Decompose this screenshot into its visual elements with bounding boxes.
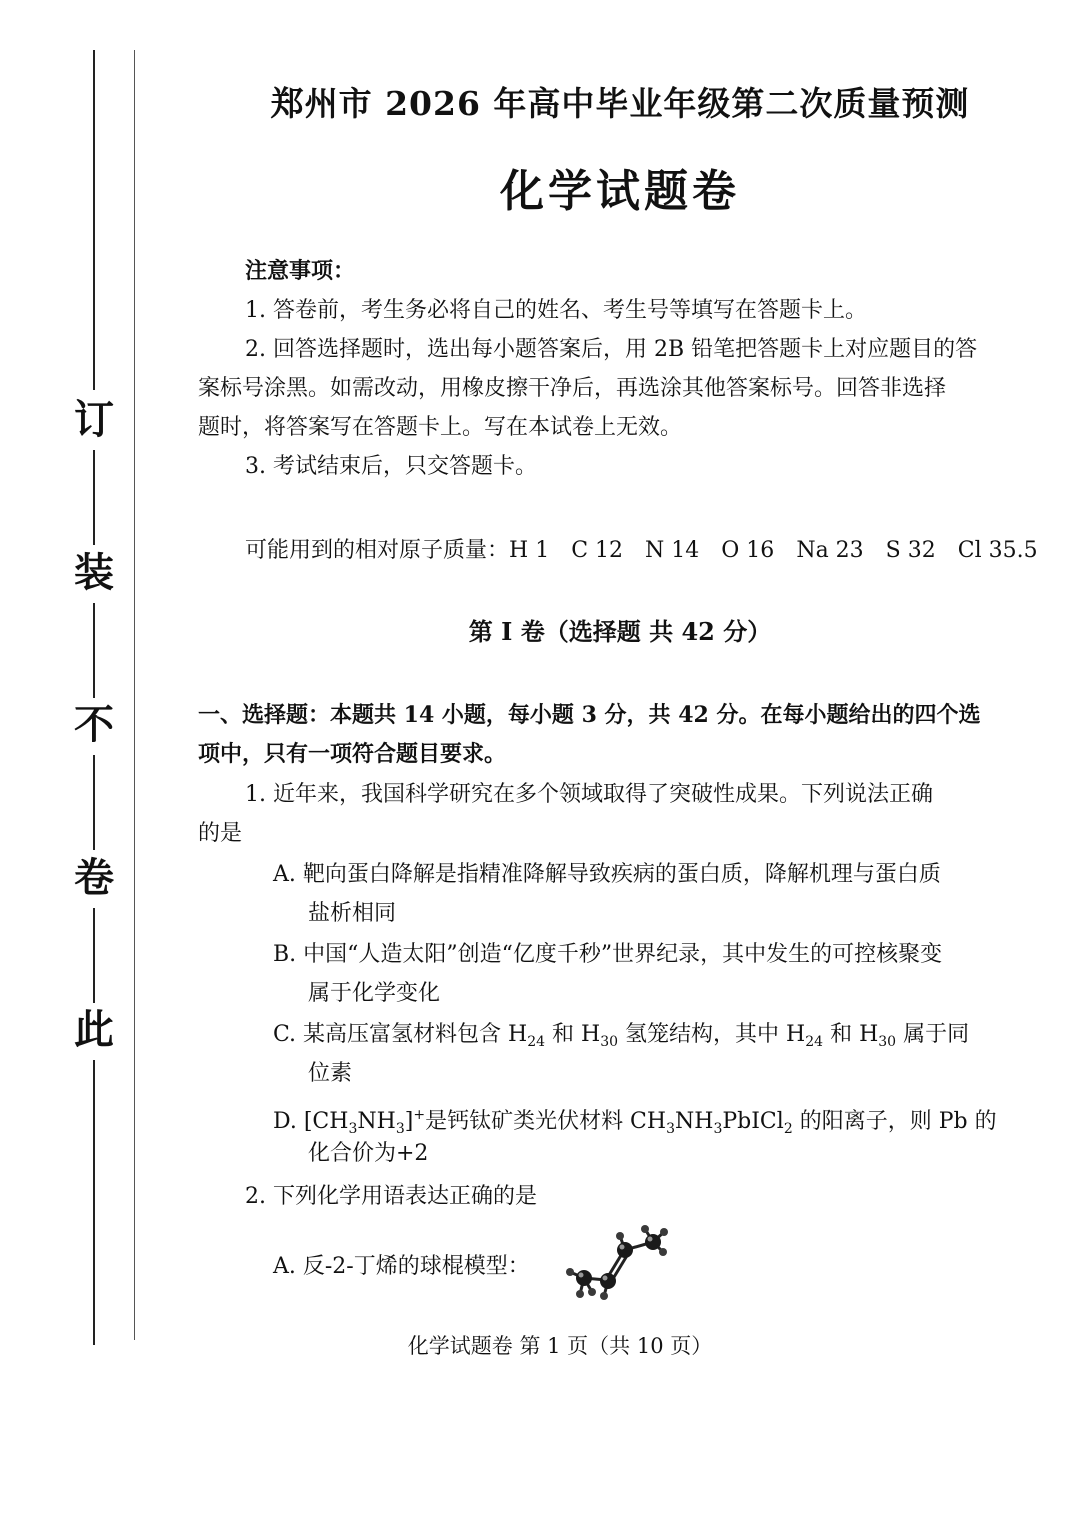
section-intro-line-1: 一、选择题：本题共 14 小题，每小题 3 分，共 42 分。在每小题给出的四个选 [198,702,981,728]
q1-stem-line-1: 1. 近年来，我国科学研究在多个领域取得了突破性成果。下列说法正确 [245,782,933,807]
binding-rule [93,755,95,850]
binding-rule [93,450,95,545]
text: NH [675,1109,714,1134]
text: C. 某高压富氢材料包含 H [273,1022,528,1047]
text: 是钙钛矿类光伏材料 CH [425,1109,667,1134]
q2-stem: 2. 下列化学用语表达正确的是 [245,1184,537,1209]
subscript: 3 [395,1121,405,1137]
q1-option-a-line-1: A. 靶向蛋白降解是指精准降解导致疾病的蛋白质，降解机理与蛋白质 [273,862,941,887]
exam-title: 郑州市 2026 年高中毕业年级第二次质量预测 [270,84,970,123]
text: PbICl [722,1109,784,1134]
highlight [603,1276,608,1281]
hydrogen-atom [641,1225,649,1233]
text: 和 H [545,1022,601,1047]
q1-option-b-line-2: 属于化学变化 [308,981,441,1006]
subscript: 24 [527,1034,546,1050]
binding-edge-line [134,50,135,1340]
binding-rule [93,603,95,698]
hydrogen-atom [660,1228,668,1236]
binding-char: 不 [74,701,114,748]
carbon-atom [576,1270,592,1286]
superscript: + [413,1107,426,1123]
subscript: 3 [348,1121,358,1137]
highlight [620,1245,625,1250]
section-title: 第 I 卷（选择题 共 42 分） [468,617,772,646]
q2-option-a-label: A. 反-2-丁烯的球棍模型： [273,1254,530,1279]
atomic-mass-value: C 12 [571,538,624,563]
text: ] [404,1109,414,1134]
subscript: 2 [783,1121,793,1137]
atomic-mass-line [245,536,1038,566]
page-footer: 化学试题卷 第 1 页（共 10 页） [407,1334,713,1358]
exam-subtitle: 化学试题卷 [500,166,740,217]
atomic-mass-value: S 32 [885,538,936,563]
atomic-mass-value: Cl 35.5 [957,538,1038,563]
text: 属于同 [896,1022,970,1047]
text: D. [CH [273,1109,349,1134]
hydrogen-atom [566,1268,574,1276]
highlight [648,1237,653,1242]
q1-option-c-line-2: 位素 [308,1061,353,1086]
hydrogen-atom [659,1248,667,1256]
hydrogen-atom [588,1288,596,1296]
carbon-atom [617,1242,633,1258]
q1-option-d-line-1 [273,1100,997,1144]
section-intro-line-2: 项中，只有一项符合题目要求。 [198,741,507,767]
binding-char: 卷 [74,854,114,901]
text: 的阳离子，则 Pb 的 [792,1109,997,1134]
atomic-mass-value: Na 23 [796,538,864,563]
text: NH [357,1109,396,1134]
binding-rule [93,1060,95,1345]
q1-stem-line-2: 的是 [198,821,243,846]
atomic-mass-value: H 1 [509,538,550,563]
binding-char: 此 [74,1006,114,1053]
binding-rule [93,50,95,390]
carbon-atom [600,1273,616,1289]
q1-option-a-line-2: 盐析相同 [308,901,397,926]
q1-option-c-line-1 [273,1020,969,1057]
ball-stick-model-figure [560,1222,675,1307]
hydrogen-atom [576,1290,584,1298]
hydrogen-atom [616,1232,624,1240]
highlight [579,1273,584,1278]
atomic-mass-label: 可能用到的相对原子质量： [245,538,510,563]
note-2-line-3: 题时，将答案写在答题卡上。写在本试卷上无效。 [198,415,683,440]
carbon-atom [645,1234,661,1250]
atomic-mass-value: N 14 [645,538,700,563]
subscript: 30 [878,1034,897,1050]
note-1: 1. 答卷前，考生务必将自己的姓名、考生号等填写在答题卡上。 [245,298,867,323]
q1-option-b-line-1: B. 中国“人造太阳”创造“亿度千秒”世界纪录，其中发生的可控核聚变 [273,942,943,967]
binding-char: 装 [74,549,114,596]
hydrogen-atom [600,1292,608,1300]
atomic-mass-value: O 16 [721,538,775,563]
note-2-line-2: 案标号涂黑。如需改动，用橡皮擦干净后，再选涂其他答案标号。回答非选择 [198,376,947,401]
binding-margin [0,0,190,1528]
note-2-line-1: 2. 回答选择题时，选出每小题答案后，用 2B 铅笔把答题卡上对应题目的答 [245,337,978,362]
binding-rule [93,908,95,1003]
text: 氢笼结构，其中 H [618,1022,806,1047]
binding-char: 订 [74,396,114,443]
subscript: 3 [713,1121,723,1137]
text: 和 H [823,1022,879,1047]
subscript: 30 [600,1034,619,1050]
note-3: 3. 考试结束后，只交答题卡。 [245,454,537,479]
subscript: 24 [805,1034,824,1050]
q1-option-d-line-2: 化合价为+2 [308,1141,429,1166]
notes-heading: 注意事项： [245,258,356,284]
subscript: 3 [666,1121,675,1137]
